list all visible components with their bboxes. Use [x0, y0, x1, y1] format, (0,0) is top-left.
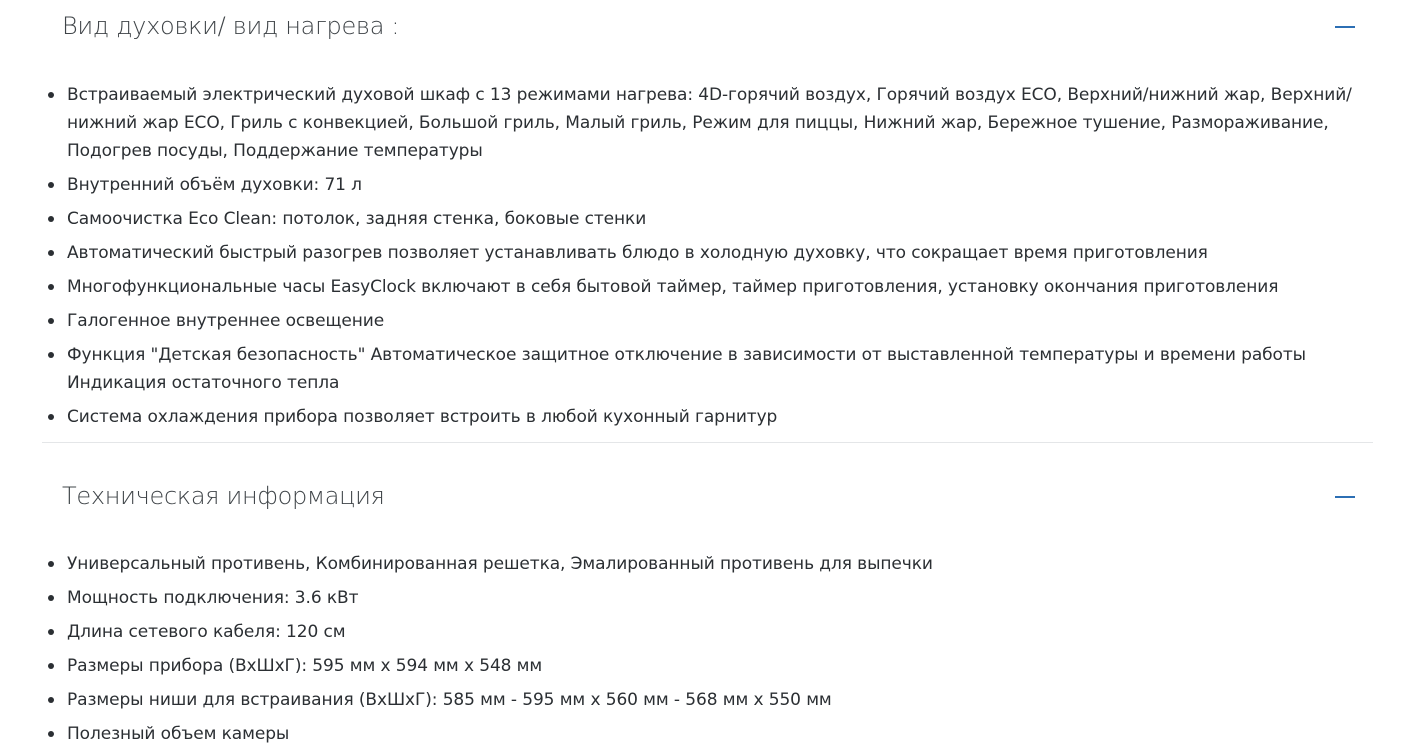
list-item-text: Длина сетевого кабеля: 120 см	[67, 622, 346, 642]
list-item-text: Многофункциональные часы EasyClock включают в себя бытовой таймер, таймер приготовления, установку окончания приготовления	[67, 277, 1279, 297]
list-item	[42, 273, 1373, 301]
bullet-dot	[48, 216, 54, 222]
list-item-text: Автоматический быстрый разогрев позволяет устанавливать блюдо в холодную духовку, что сокращает время приготовления	[67, 243, 1208, 263]
section-title: Техническая информация	[62, 482, 385, 510]
list-item	[42, 550, 1373, 578]
collapse-button[interactable]	[1332, 484, 1358, 510]
list-item-text: Система охлаждения прибора позволяет встроить в любой кухонный гарнитур	[67, 407, 778, 427]
accordion-header[interactable]	[42, 0, 1373, 58]
list-item	[42, 341, 1373, 397]
bullet-dot	[48, 629, 54, 635]
spec-list	[42, 550, 1373, 754]
list-item-text: Размеры прибора (ВхШхГ): 595 мм x 594 мм x 548 мм	[67, 656, 543, 676]
list-item	[42, 171, 1373, 199]
list-item-text: Самоочистка Eco Clean: потолок, задняя стенка, боковые стенки	[67, 209, 647, 229]
list-item-text: Функция "Детская безопасность" Автоматическое защитное отключение в зависимости от выставленной температуры и времени работы Индикация остаточного тепла	[67, 345, 1306, 393]
bullet-dot	[48, 663, 54, 669]
list-item-text: Внутренний объём духовки: 71 л	[67, 175, 362, 195]
bullet-dot	[48, 414, 54, 420]
list-item-text: Универсальный противень, Комбинированная решетка, Эмалированный противень для выпечки	[67, 554, 933, 574]
bullet-dot	[48, 182, 54, 188]
list-item	[42, 618, 1373, 646]
accordion-header[interactable]	[42, 468, 1373, 528]
bullet-dot	[48, 731, 54, 737]
list-item	[42, 81, 1373, 165]
list-item	[42, 403, 1373, 431]
minus-icon	[1335, 26, 1355, 28]
bullet-dot	[48, 284, 54, 290]
bullet-dot	[48, 697, 54, 703]
list-item-text: Мощность подключения: 3.6 кВт	[67, 588, 359, 608]
bullet-dot	[48, 318, 54, 324]
list-item	[42, 720, 1373, 748]
accordion-section-tech-info	[42, 468, 1373, 744]
list-item-text: Размеры ниши для встраивания (ВхШхГ): 585 мм - 595 мм x 560 мм - 568 мм x 550 мм	[67, 690, 832, 710]
list-item	[42, 686, 1373, 714]
list-item	[42, 307, 1373, 335]
list-item-text: Встраиваемый электрический духовой шкаф с 13 режимами нагрева: 4D-горячий воздух, Горячий воздух ECO, Верхний/нижний жар, Верхний/нижний жар ECO, Гриль с конвекцией, Большой гриль, Малый гриль, Режим для пиццы, Нижний жар, Бережное тушение, Размораживание, Подогрев посуды, Поддержание температуры	[67, 85, 1352, 161]
bullet-dot	[48, 595, 54, 601]
minus-icon	[1335, 496, 1355, 498]
bullet-dot	[48, 561, 54, 567]
bullet-dot	[48, 352, 54, 358]
list-item-text: Галогенное внутреннее освещение	[67, 311, 385, 331]
accordion-section-oven-type	[42, 0, 1373, 445]
bullet-dot	[48, 250, 54, 256]
section-divider	[42, 442, 1373, 443]
feature-list	[42, 81, 1373, 437]
list-item	[42, 584, 1373, 612]
collapse-button[interactable]	[1332, 14, 1358, 40]
bullet-dot	[48, 92, 54, 98]
section-title: Вид духовки/ вид нагрева :	[62, 12, 400, 40]
list-item	[42, 239, 1373, 267]
list-item	[42, 652, 1373, 680]
list-item	[42, 205, 1373, 233]
list-item-text: Полезный объем камеры	[67, 724, 290, 744]
